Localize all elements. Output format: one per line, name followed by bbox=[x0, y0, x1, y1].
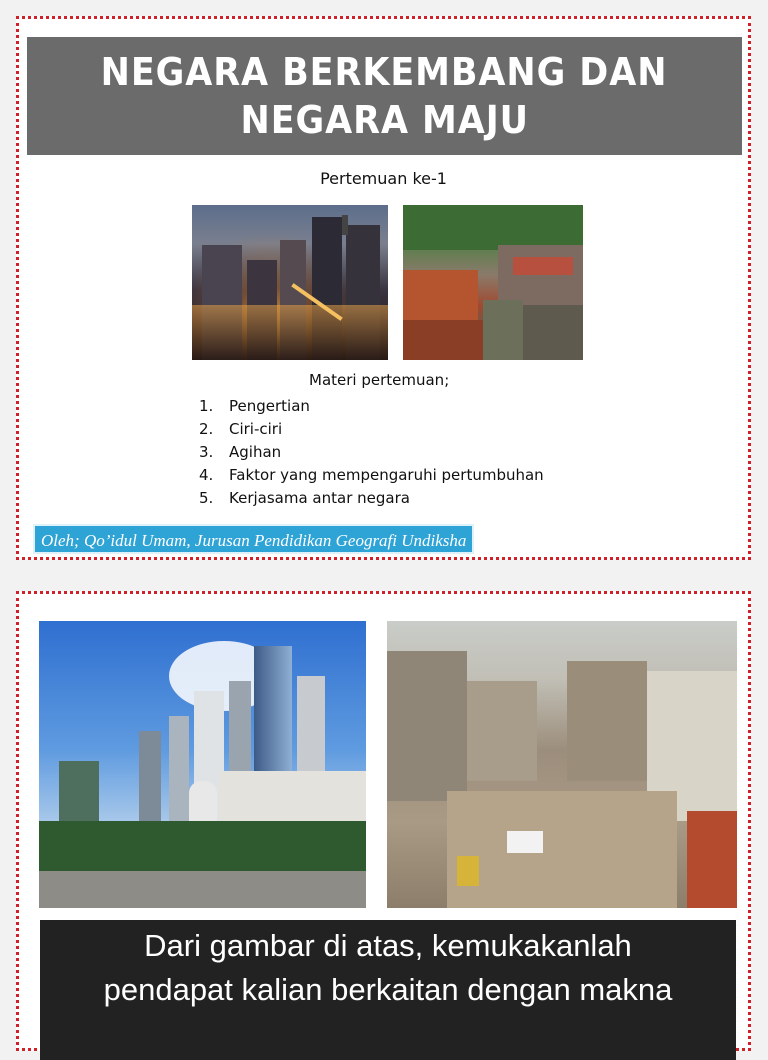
singapore-skyline-photo bbox=[39, 621, 366, 908]
slide-2 bbox=[16, 591, 751, 1051]
title-banner bbox=[27, 37, 742, 155]
list-text: Agihan bbox=[229, 443, 282, 461]
list-text: Faktor yang mempengaruhi pertumbuhan bbox=[229, 466, 544, 484]
list-item bbox=[199, 487, 544, 510]
developing-slum-photo bbox=[403, 205, 583, 360]
materi-heading: Materi pertemuan; bbox=[309, 371, 450, 389]
list-text: Ciri-ciri bbox=[229, 420, 283, 438]
list-number: 1. bbox=[199, 397, 214, 415]
list-text: Pengertian bbox=[229, 397, 310, 415]
discussion-question bbox=[40, 920, 736, 1060]
developed-city-night-photo bbox=[192, 205, 388, 360]
author-credit: Oleh; Qo’idul Umam, Jurusan Pendidikan Geografi Undiksha bbox=[33, 524, 474, 554]
list-item bbox=[199, 395, 544, 418]
developing-street-photo bbox=[387, 621, 737, 908]
list-number: 2. bbox=[199, 420, 214, 438]
list-item bbox=[199, 441, 544, 464]
list-item bbox=[199, 418, 544, 441]
materi-list bbox=[199, 395, 544, 510]
list-item bbox=[199, 464, 544, 487]
question-line-1: Dari gambar di atas, kemukakanlah bbox=[144, 928, 632, 963]
title-line-1: NEGARA BERKEMBANG DAN bbox=[101, 50, 668, 94]
slide-1 bbox=[16, 16, 751, 560]
list-text: Kerjasama antar negara bbox=[229, 489, 410, 507]
title-line-2: NEGARA MAJU bbox=[240, 98, 529, 142]
question-line-2: pendapat kalian berkaitan dengan makna bbox=[103, 972, 673, 1007]
list-number: 4. bbox=[199, 466, 214, 484]
subtitle: Pertemuan ke-1 bbox=[320, 169, 447, 188]
list-number: 3. bbox=[199, 443, 214, 461]
list-number: 5. bbox=[199, 489, 214, 507]
